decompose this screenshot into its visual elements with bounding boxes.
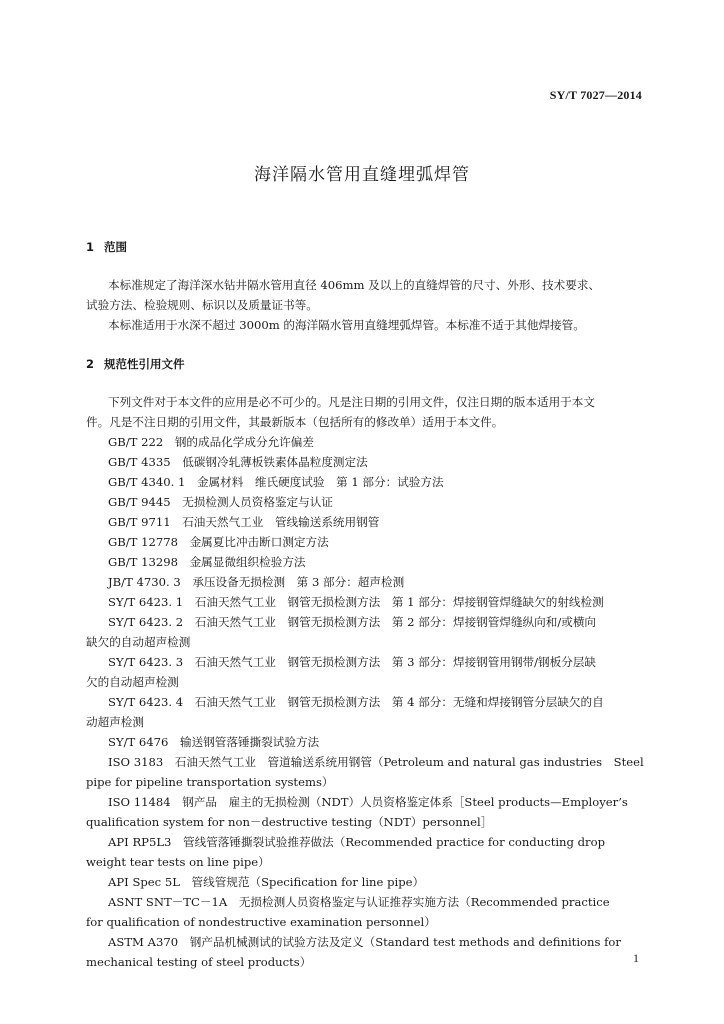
reference-item: GB/T 222 钢的成品化学成分允许偏差 [108, 435, 314, 449]
reference-item: API Spec 5L 管线管规范（Specification for line pipe） [108, 875, 425, 889]
reference-item: GB/T 9711 石油天然气工业 管线输送系统用钢管 [108, 515, 380, 529]
reference-item: ISO 11484 钢产品 雇主的无损检测（NDT）人员资格鉴定体系［Steel products—Employer’s [108, 795, 628, 809]
reference-item: ISO 3183 石油天然气工业 管道输送系统用钢管（Petroleum and natural gas industries Steel [108, 755, 644, 769]
reference-item-continuation: weight tear tests on line pipe） [86, 855, 270, 869]
section-heading-scope [86, 239, 127, 255]
reference-item: GB/T 9445 无损检测人员资格鉴定与认证 [108, 495, 333, 509]
section-title: 范围 [104, 240, 127, 254]
section-title: 规范性引用文件 [104, 357, 185, 371]
reference-item-continuation: mechanical testing of steel products） [86, 955, 312, 969]
reference-item: SY/T 6423. 2 石油天然气工业 钢管无损检测方法 第 2 部分：焊接钢管焊缝纵向和/或横向 [108, 615, 597, 629]
reference-item: SY/T 6423. 4 石油天然气工业 钢管无损检测方法 第 4 部分：无缝和焊接钢管分层缺欠的自 [108, 695, 604, 709]
document-title: 海洋隔水管用直缝埋弧焊管 [254, 165, 470, 185]
page-number: 1 [633, 951, 639, 965]
reference-item-continuation: 缺欠的自动超声检测 [86, 635, 191, 649]
reference-item-continuation: qualification system for non－destructive testing（NDT）personnel］ [86, 815, 493, 829]
paragraph-line: 本标准适用于水深不超过 3000m 的海洋隔水管用直缝埋弧焊管。本标准不适于其他焊接管。 [108, 318, 585, 332]
reference-item: API RP5L3 管线管落锤撕裂试验推荐做法（Recommended practice for conducting drop [108, 835, 605, 849]
reference-item: SY/T 6476 输送钢管落锤撕裂试验方法 [108, 735, 320, 749]
reference-item: JB/T 4730. 3 承压设备无损检测 第 3 部分：超声检测 [108, 575, 405, 589]
reference-item: GB/T 12778 金属夏比冲击断口测定方法 [108, 535, 329, 549]
reference-item: ASTM A370 钢产品机械测试的试验方法及定义（Standard test methods and definitions for [108, 935, 621, 949]
reference-item: ASNT SNT－TC－1A 无损检测人员资格鉴定与认证推荐实施方法（Recommended practice [108, 895, 610, 909]
reference-item-continuation: for qualification of nondestructive examination personnel） [86, 915, 436, 929]
paragraph-line: 下列文件对于本文件的应用是必不可少的。凡是注日期的引用文件，仅注日期的版本适用于本文 [108, 395, 595, 409]
section-number: 2 [86, 357, 95, 371]
standard-code: SY/T 7027—2014 [549, 88, 642, 102]
section-heading-normative-references [86, 356, 185, 372]
paragraph-line: 试验方法、检验规则、标识以及质量证书等。 [86, 298, 318, 312]
reference-item-continuation: pipe for pipeline transportation systems） [86, 775, 334, 789]
section-number: 1 [86, 240, 95, 254]
reference-item: GB/T 4340. 1 金属材料 维氏硬度试验 第 1 部分：试验方法 [108, 475, 444, 489]
reference-item: GB/T 13298 金属显微组织检验方法 [108, 555, 306, 569]
paragraph-line: 本标准规定了海洋深水钻井隔水管用直径 406mm 及以上的直缝焊管的尺寸、外形、技术要求、 [108, 278, 601, 292]
reference-item: SY/T 6423. 3 石油天然气工业 钢管无损检测方法 第 3 部分：焊接钢管用钢带/钢板分层缺 [108, 655, 597, 669]
reference-item-continuation: 动超声检测 [86, 715, 144, 729]
reference-item: SY/T 6423. 1 石油天然气工业 钢管无损检测方法 第 1 部分：焊接钢管焊缝缺欠的射线检测 [108, 595, 604, 609]
paragraph-line: 件。凡是不注日期的引用文件，其最新版本（包括所有的修改单）适用于本文件。 [86, 415, 504, 429]
reference-item-continuation: 欠的自动超声检测 [86, 675, 179, 689]
reference-item: GB/T 4335 低碳钢冷轧薄板铁素体晶粒度测定法 [108, 455, 368, 469]
